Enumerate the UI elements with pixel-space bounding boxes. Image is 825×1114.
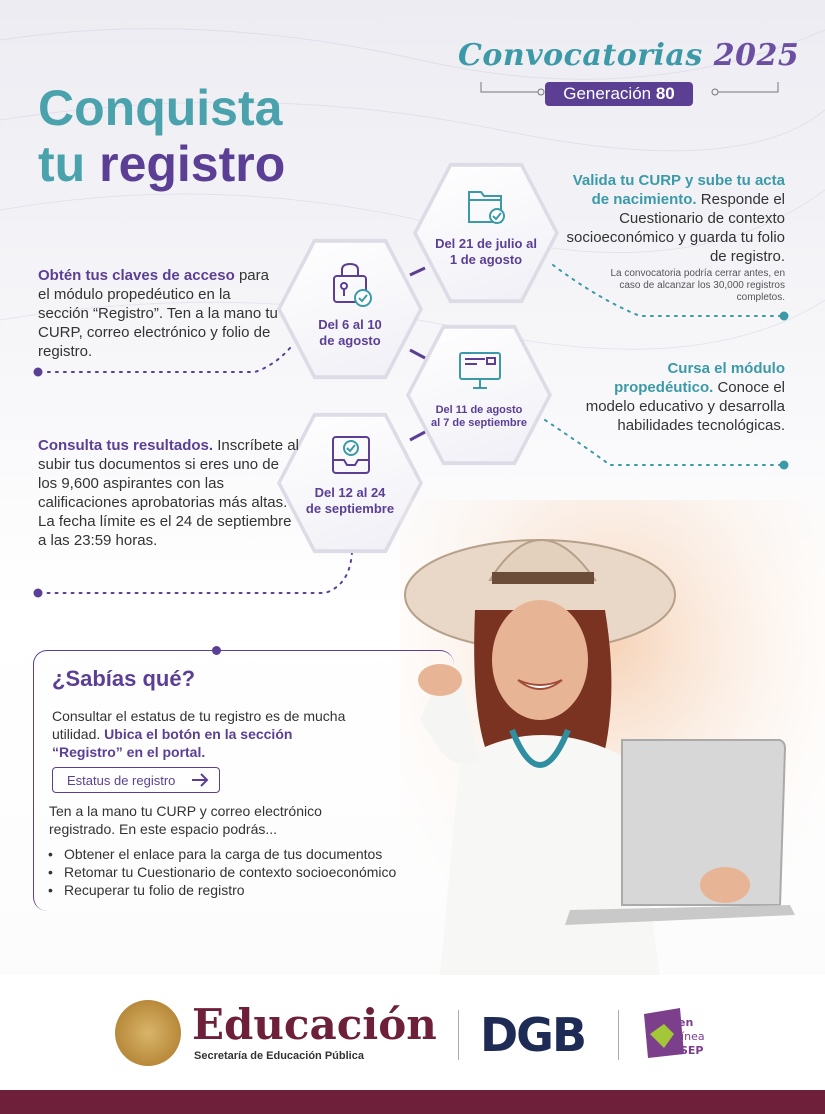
step-3-body: Conoce el modelo educativo y desarrolla habilidades tecnológicas.: [585, 379, 785, 434]
step-4-date: [281, 485, 419, 517]
step-1-text: [560, 171, 785, 266]
title-word: registro: [99, 136, 286, 192]
step-2-date-l2: de agosto: [319, 333, 381, 348]
step-1-highlight: Valida tu CURP y sube tu acta de nacimiento.: [572, 172, 785, 208]
prepa-en-linea-logo: [640, 1004, 712, 1062]
arrow-right-icon: [191, 773, 209, 787]
monitor-icon: [457, 350, 503, 392]
list-item: • Recuperar tu folio de registro: [48, 881, 396, 899]
list-item: • Obtener el enlace para la carga de tus documentos: [48, 845, 396, 863]
step-1-date-l2: 1 de agosto: [449, 252, 523, 267]
step-4-date-l2: de septiembre: [305, 501, 395, 516]
step-3-date-l2: al 7 de septiembre: [431, 417, 527, 429]
estatus-de-registro-button[interactable]: [52, 767, 220, 793]
step-2-date-l1: Del 6 al 10: [318, 317, 382, 332]
step-1-body: Responde el Cuestionario de contexto socioeconómico y guarda tu folio de registro.: [566, 191, 785, 265]
convocatorias-text: Convocatorias: [458, 38, 703, 73]
educacion-logo-text: Educación: [192, 1000, 437, 1049]
sabias-bullet-list: [48, 845, 396, 899]
step-3-highlight: Cursa el módulo propedéutico.: [614, 360, 785, 396]
dgb-logo: DGB: [480, 1008, 586, 1062]
generacion-number: 80: [655, 84, 675, 103]
sabias-text: Consultar el estatus de tu registro es de mucha utilidad.: [52, 708, 346, 742]
box-dot: [212, 646, 221, 655]
step-3-date-l1: Del 11 de agosto: [435, 404, 523, 416]
step-3-text: [570, 359, 785, 435]
step-2-text: [38, 266, 278, 361]
svg-text:SEP: SEP: [680, 1044, 704, 1057]
step-4-date-l1: Del 12 al 24: [314, 485, 386, 500]
list-item: • Retomar tu Cuestionario de contexto socioeconómico: [48, 863, 396, 881]
footer-divider: [618, 1010, 619, 1060]
svg-text:en: en: [678, 1016, 694, 1029]
woman-with-laptop-image: [400, 500, 825, 975]
inbox-check-icon: [330, 434, 372, 476]
step-4-text: [38, 436, 300, 550]
footer-color-bar: [0, 1090, 825, 1114]
sabias-title: ¿Sabías qué?: [52, 666, 196, 691]
year-text: 2025: [713, 38, 800, 73]
step-3-date: [410, 404, 548, 430]
mexico-seal-icon: [115, 1000, 181, 1066]
estatus-button-label: Estatus de registro: [67, 772, 176, 788]
step-1-note: La convocatoria podría cerrar antes, en caso de alcanzar los 30,000 registros completos.: [610, 268, 785, 303]
step-4-body: Inscríbete al subir tus documentos si eres uno de los 9,600 aspirantes con las calificaciones aprobatorias más altas. La fecha límite es el 24 de septiembre a las 23:59 horas.: [38, 437, 299, 549]
step-1-date-l1: Del 21 de julio al: [435, 236, 537, 251]
step-1-date: [417, 236, 555, 268]
step-4-highlight: Consulta tus resultados.: [38, 437, 214, 454]
step-2-body: para el módulo propedéutico en la sección “Registro”. Ten a la mano tu CURP, correo electrónico y folio de registro.: [38, 267, 278, 360]
title-prefix: tu: [38, 136, 86, 192]
sabias-paragraph: [52, 707, 352, 761]
generacion-label: Generación: [563, 84, 652, 103]
sep-subtitle: Secretaría de Educación Pública: [194, 1050, 364, 1062]
lock-key-icon: [330, 262, 374, 308]
ten-a-la-mano-text: Ten a la mano tu CURP y correo electrónico registrado. En este espacio podrás...: [49, 803, 322, 837]
sabias-highlight: Ubica el botón en la sección “Registro” en el portal.: [52, 726, 293, 760]
step-2-highlight: Obtén tus claves de acceso: [38, 267, 235, 284]
step-2-date: [281, 317, 419, 349]
svg-text:línea: línea: [678, 1030, 705, 1043]
footer-divider: [458, 1010, 459, 1060]
folder-check-icon: [465, 186, 507, 228]
page-title-line1: Conquista: [38, 80, 283, 136]
